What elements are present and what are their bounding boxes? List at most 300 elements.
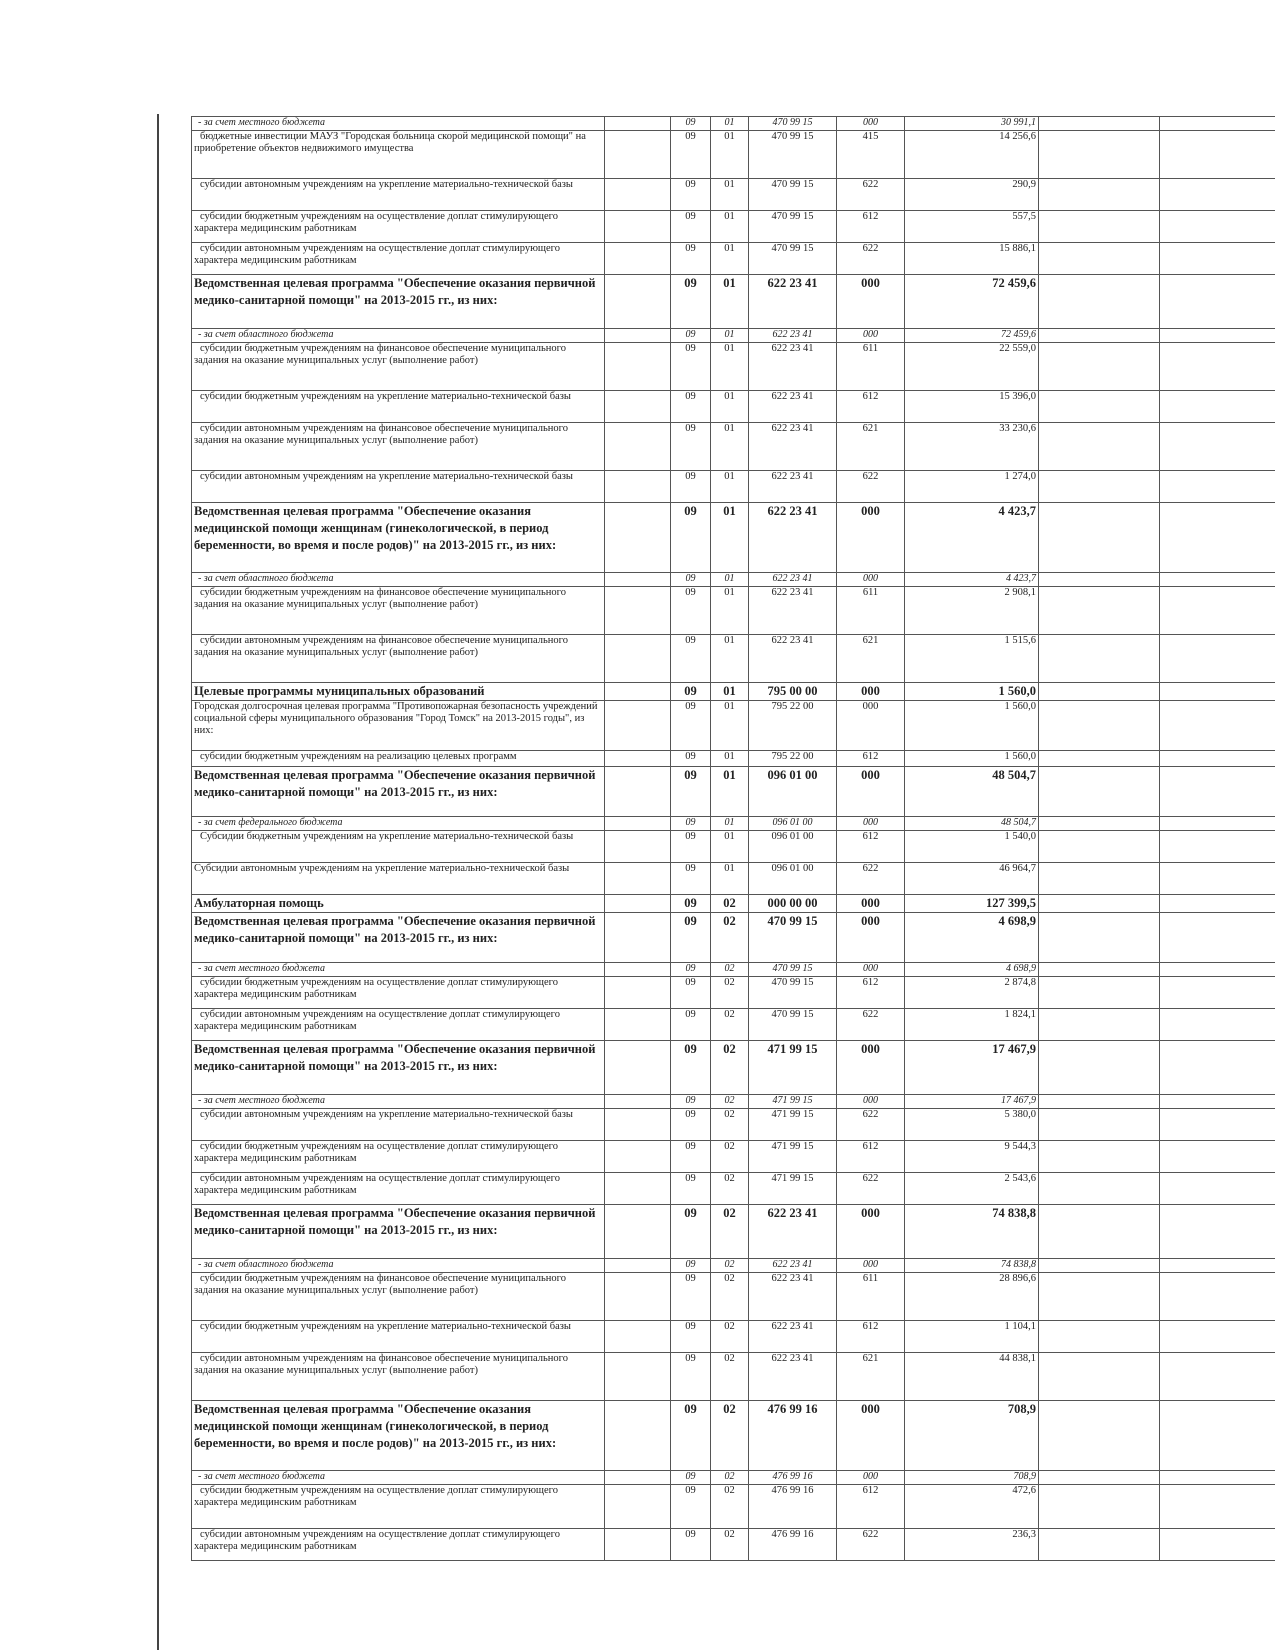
table-row: [192, 329, 1275, 343]
row-empty-cell: [605, 1041, 671, 1095]
table-row: [192, 211, 1275, 243]
row-name: - за счет местного бюджета: [192, 1095, 605, 1109]
row-name: Ведомственная целевая программа "Обеспечение оказания первичной медико-санитарной помощи" на 2013-2015 гг., из них:: [192, 1041, 605, 1095]
row-section-code: 09: [671, 863, 711, 895]
row-empty-cell: [1160, 587, 1275, 635]
row-name: субсидии автономным учреждениям на укрепление материально-технической базы: [192, 179, 605, 211]
row-name: субсидии бюджетным учреждениям на укрепление материально-технической базы: [192, 1321, 605, 1353]
row-target-article-code: 471 99 15: [749, 1141, 837, 1173]
row-subsection-code: 01: [711, 701, 749, 751]
row-subsection-code: 01: [711, 573, 749, 587]
row-empty-cell: [605, 767, 671, 817]
row-section-code: 09: [671, 977, 711, 1009]
row-amount: 9 544,3: [905, 1141, 1039, 1173]
row-empty-cell: [1039, 831, 1160, 863]
row-amount: 708,9: [905, 1471, 1039, 1485]
row-empty-cell: [1160, 1485, 1275, 1529]
row-expense-type-code: 622: [837, 471, 905, 503]
row-empty-cell: [1039, 863, 1160, 895]
row-empty-cell: [1160, 1109, 1275, 1141]
row-expense-type-code: 000: [837, 1095, 905, 1109]
row-empty-cell: [1039, 1205, 1160, 1259]
row-target-article-code: 622 23 41: [749, 635, 837, 683]
row-name: - за счет местного бюджета: [192, 117, 605, 131]
row-subsection-code: 02: [711, 1259, 749, 1273]
row-section-code: 09: [671, 895, 711, 913]
row-amount: 17 467,9: [905, 1041, 1039, 1095]
row-expense-type-code: 612: [837, 1485, 905, 1529]
row-name: - за счет областного бюджета: [192, 573, 605, 587]
row-amount: 28 896,6: [905, 1273, 1039, 1321]
row-target-article-code: 096 01 00: [749, 767, 837, 817]
row-empty-cell: [1039, 343, 1160, 391]
table-row: [192, 701, 1275, 751]
row-expense-type-code: 000: [837, 963, 905, 977]
row-section-code: 09: [671, 913, 711, 963]
row-empty-cell: [605, 329, 671, 343]
row-section-code: 09: [671, 573, 711, 587]
table-row: [192, 391, 1275, 423]
row-section-code: 09: [671, 1471, 711, 1485]
row-expense-type-code: 611: [837, 343, 905, 391]
row-expense-type-code: 622: [837, 1173, 905, 1205]
row-empty-cell: [605, 391, 671, 423]
row-section-code: 09: [671, 211, 711, 243]
row-empty-cell: [1160, 329, 1275, 343]
table-row: [192, 1095, 1275, 1109]
row-expense-type-code: 000: [837, 1259, 905, 1273]
row-expense-type-code: 000: [837, 767, 905, 817]
row-name: Субсидии бюджетным учреждениям на укрепление материально-технической базы: [192, 831, 605, 863]
row-empty-cell: [605, 1529, 671, 1561]
row-target-article-code: 622 23 41: [749, 471, 837, 503]
row-name: субсидии бюджетным учреждениям на осуществление доплат стимулирующего характера медицинским работникам: [192, 211, 605, 243]
row-empty-cell: [1039, 1353, 1160, 1401]
row-amount: 236,3: [905, 1529, 1039, 1561]
table-row: [192, 1259, 1275, 1273]
row-amount: 74 838,8: [905, 1205, 1039, 1259]
row-empty-cell: [1160, 683, 1275, 701]
row-empty-cell: [1160, 1529, 1275, 1561]
table-row: [192, 179, 1275, 211]
row-empty-cell: [605, 1205, 671, 1259]
table-row: [192, 1321, 1275, 1353]
row-expense-type-code: 000: [837, 1041, 905, 1095]
row-target-article-code: 470 99 15: [749, 963, 837, 977]
row-empty-cell: [605, 131, 671, 179]
row-empty-cell: [1039, 391, 1160, 423]
row-subsection-code: 01: [711, 587, 749, 635]
row-section-code: 09: [671, 1259, 711, 1273]
row-subsection-code: 01: [711, 471, 749, 503]
row-expense-type-code: 622: [837, 1529, 905, 1561]
row-subsection-code: 01: [711, 391, 749, 423]
row-subsection-code: 02: [711, 1273, 749, 1321]
row-subsection-code: 01: [711, 211, 749, 243]
row-expense-type-code: 612: [837, 211, 905, 243]
row-target-article-code: 622 23 41: [749, 1205, 837, 1259]
row-section-code: 09: [671, 831, 711, 863]
row-name: субсидии автономным учреждениям на осуществление доплат стимулирующего характера медицинским работникам: [192, 1173, 605, 1205]
row-empty-cell: [1039, 1485, 1160, 1529]
table-row: [192, 471, 1275, 503]
row-empty-cell: [605, 1173, 671, 1205]
row-section-code: 09: [671, 751, 711, 767]
row-subsection-code: 02: [711, 1471, 749, 1485]
row-subsection-code: 01: [711, 817, 749, 831]
row-empty-cell: [605, 423, 671, 471]
row-name: субсидии бюджетным учреждениям на реализацию целевых программ: [192, 751, 605, 767]
row-empty-cell: [605, 1109, 671, 1141]
row-expense-type-code: 000: [837, 117, 905, 131]
row-expense-type-code: 622: [837, 243, 905, 275]
row-subsection-code: 02: [711, 1485, 749, 1529]
row-target-article-code: 622 23 41: [749, 329, 837, 343]
row-section-code: 09: [671, 131, 711, 179]
row-empty-cell: [605, 1471, 671, 1485]
row-expense-type-code: 622: [837, 1009, 905, 1041]
row-name: Субсидии автономным учреждениям на укрепление материально-технической базы: [192, 863, 605, 895]
table-row: [192, 587, 1275, 635]
row-subsection-code: 02: [711, 1141, 749, 1173]
row-target-article-code: 476 99 16: [749, 1485, 837, 1529]
row-section-code: 09: [671, 243, 711, 275]
row-amount: 5 380,0: [905, 1109, 1039, 1141]
table-row: [192, 131, 1275, 179]
row-expense-type-code: 621: [837, 423, 905, 471]
table-row: [192, 1205, 1275, 1259]
row-target-article-code: 795 22 00: [749, 701, 837, 751]
row-section-code: 09: [671, 1529, 711, 1561]
row-empty-cell: [1039, 977, 1160, 1009]
row-section-code: 09: [671, 587, 711, 635]
row-name: субсидии бюджетным учреждениям на осуществление доплат стимулирующего характера медицинским работникам: [192, 977, 605, 1009]
row-empty-cell: [1039, 329, 1160, 343]
row-empty-cell: [1160, 471, 1275, 503]
row-expense-type-code: 415: [837, 131, 905, 179]
row-name: субсидии бюджетным учреждениям на укрепление материально-технической базы: [192, 391, 605, 423]
row-empty-cell: [605, 683, 671, 701]
row-empty-cell: [1160, 817, 1275, 831]
row-amount: 44 838,1: [905, 1353, 1039, 1401]
row-empty-cell: [605, 1095, 671, 1109]
row-empty-cell: [1160, 767, 1275, 817]
row-amount: 1 560,0: [905, 751, 1039, 767]
row-amount: 2 543,6: [905, 1173, 1039, 1205]
row-empty-cell: [1039, 1109, 1160, 1141]
row-empty-cell: [1160, 751, 1275, 767]
row-amount: 1 560,0: [905, 683, 1039, 701]
row-amount: 15 396,0: [905, 391, 1039, 423]
table-row: [192, 1009, 1275, 1041]
row-expense-type-code: 612: [837, 751, 905, 767]
table-row: [192, 767, 1275, 817]
row-target-article-code: 470 99 15: [749, 1009, 837, 1041]
row-empty-cell: [1039, 117, 1160, 131]
row-expense-type-code: 612: [837, 391, 905, 423]
row-empty-cell: [1039, 1009, 1160, 1041]
row-empty-cell: [605, 471, 671, 503]
row-section-code: 09: [671, 1353, 711, 1401]
row-name: субсидии бюджетным учреждениям на финансовое обеспечение муниципального задания на оказание муниципальных услуг (выполнение работ): [192, 1273, 605, 1321]
row-target-article-code: 795 00 00: [749, 683, 837, 701]
row-section-code: 09: [671, 117, 711, 131]
row-amount: 4 698,9: [905, 963, 1039, 977]
row-empty-cell: [1039, 243, 1160, 275]
row-empty-cell: [1160, 1259, 1275, 1273]
row-section-code: 09: [671, 503, 711, 573]
row-empty-cell: [605, 963, 671, 977]
row-empty-cell: [1039, 1259, 1160, 1273]
row-expense-type-code: 000: [837, 329, 905, 343]
row-expense-type-code: 612: [837, 1141, 905, 1173]
row-empty-cell: [605, 275, 671, 329]
row-empty-cell: [1160, 831, 1275, 863]
row-subsection-code: 01: [711, 635, 749, 683]
row-target-article-code: 622 23 41: [749, 1259, 837, 1273]
row-empty-cell: [605, 751, 671, 767]
row-amount: 14 256,6: [905, 131, 1039, 179]
row-empty-cell: [605, 503, 671, 573]
row-empty-cell: [1160, 1009, 1275, 1041]
row-subsection-code: 01: [711, 767, 749, 817]
row-empty-cell: [605, 1141, 671, 1173]
row-target-article-code: 622 23 41: [749, 391, 837, 423]
row-empty-cell: [1160, 1041, 1275, 1095]
row-empty-cell: [1160, 243, 1275, 275]
row-target-article-code: 471 99 15: [749, 1109, 837, 1141]
row-name: субсидии автономным учреждениям на финансовое обеспечение муниципального задания на оказание муниципальных услуг (выполнение работ): [192, 423, 605, 471]
row-empty-cell: [1160, 1141, 1275, 1173]
row-empty-cell: [605, 1485, 671, 1529]
table-row: [192, 1173, 1275, 1205]
row-subsection-code: 01: [711, 751, 749, 767]
row-amount: 33 230,6: [905, 423, 1039, 471]
row-subsection-code: 01: [711, 503, 749, 573]
row-target-article-code: 471 99 15: [749, 1041, 837, 1095]
row-section-code: 09: [671, 275, 711, 329]
row-empty-cell: [1039, 913, 1160, 963]
row-empty-cell: [1160, 635, 1275, 683]
row-amount: 2 908,1: [905, 587, 1039, 635]
row-target-article-code: 096 01 00: [749, 863, 837, 895]
row-empty-cell: [1039, 1401, 1160, 1471]
row-target-article-code: 622 23 41: [749, 1353, 837, 1401]
row-subsection-code: 02: [711, 963, 749, 977]
row-expense-type-code: 621: [837, 635, 905, 683]
row-section-code: 09: [671, 1485, 711, 1529]
row-name: субсидии бюджетным учреждениям на финансовое обеспечение муниципального задания на оказание муниципальных услуг (выполнение работ): [192, 587, 605, 635]
row-empty-cell: [605, 895, 671, 913]
row-empty-cell: [1160, 503, 1275, 573]
row-expense-type-code: 611: [837, 1273, 905, 1321]
row-section-code: 09: [671, 1205, 711, 1259]
row-name: субсидии бюджетным учреждениям на финансовое обеспечение муниципального задания на оказание муниципальных услуг (выполнение работ): [192, 343, 605, 391]
row-subsection-code: 01: [711, 329, 749, 343]
row-name: субсидии автономным учреждениям на укрепление материально-технической базы: [192, 1109, 605, 1141]
row-subsection-code: 02: [711, 1353, 749, 1401]
row-section-code: 09: [671, 817, 711, 831]
row-name: - за счет местного бюджета: [192, 1471, 605, 1485]
row-empty-cell: [1160, 863, 1275, 895]
row-section-code: 09: [671, 963, 711, 977]
row-empty-cell: [1160, 275, 1275, 329]
row-name: субсидии бюджетным учреждениям на осуществление доплат стимулирующего характера медицинским работникам: [192, 1141, 605, 1173]
row-expense-type-code: 000: [837, 817, 905, 831]
row-section-code: 09: [671, 635, 711, 683]
row-amount: 72 459,6: [905, 275, 1039, 329]
row-empty-cell: [1039, 179, 1160, 211]
table-row: [192, 963, 1275, 977]
table-row: [192, 831, 1275, 863]
row-amount: 4 698,9: [905, 913, 1039, 963]
row-amount: 46 964,7: [905, 863, 1039, 895]
row-empty-cell: [605, 1353, 671, 1401]
row-empty-cell: [1039, 767, 1160, 817]
row-expense-type-code: 621: [837, 1353, 905, 1401]
row-subsection-code: 01: [711, 343, 749, 391]
row-subsection-code: 02: [711, 913, 749, 963]
row-target-article-code: 470 99 15: [749, 977, 837, 1009]
row-section-code: 09: [671, 1273, 711, 1321]
row-empty-cell: [1039, 895, 1160, 913]
row-subsection-code: 01: [711, 243, 749, 275]
row-empty-cell: [605, 863, 671, 895]
row-name: - за счет федерального бюджета: [192, 817, 605, 831]
row-subsection-code: 01: [711, 275, 749, 329]
row-target-article-code: 471 99 15: [749, 1173, 837, 1205]
table-row: [192, 573, 1275, 587]
row-name: субсидии автономным учреждениям на укрепление материально-технической базы: [192, 471, 605, 503]
row-empty-cell: [605, 1401, 671, 1471]
row-empty-cell: [1039, 1141, 1160, 1173]
row-empty-cell: [1160, 1401, 1275, 1471]
row-expense-type-code: 000: [837, 1205, 905, 1259]
row-section-code: 09: [671, 1321, 711, 1353]
row-name: Амбулаторная помощь: [192, 895, 605, 913]
row-section-code: 09: [671, 1173, 711, 1205]
row-empty-cell: [605, 211, 671, 243]
row-target-article-code: 622 23 41: [749, 423, 837, 471]
row-expense-type-code: 622: [837, 863, 905, 895]
row-empty-cell: [1039, 1529, 1160, 1561]
row-empty-cell: [1039, 817, 1160, 831]
row-amount: 22 559,0: [905, 343, 1039, 391]
row-empty-cell: [1160, 895, 1275, 913]
row-empty-cell: [605, 913, 671, 963]
row-empty-cell: [1160, 1095, 1275, 1109]
row-amount: 17 467,9: [905, 1095, 1039, 1109]
row-amount: 4 423,7: [905, 503, 1039, 573]
row-amount: 1 540,0: [905, 831, 1039, 863]
table-row: [192, 751, 1275, 767]
table-row: [192, 977, 1275, 1009]
row-empty-cell: [605, 117, 671, 131]
row-section-code: 09: [671, 471, 711, 503]
row-amount: 1 515,6: [905, 635, 1039, 683]
row-amount: 15 886,1: [905, 243, 1039, 275]
table-row: [192, 1401, 1275, 1471]
row-empty-cell: [1039, 635, 1160, 683]
row-empty-cell: [1160, 1321, 1275, 1353]
row-subsection-code: 01: [711, 683, 749, 701]
row-expense-type-code: 000: [837, 275, 905, 329]
row-target-article-code: 470 99 15: [749, 243, 837, 275]
row-section-code: 09: [671, 767, 711, 817]
row-expense-type-code: 612: [837, 831, 905, 863]
row-amount: 708,9: [905, 1401, 1039, 1471]
row-empty-cell: [1160, 1353, 1275, 1401]
row-empty-cell: [1160, 423, 1275, 471]
table-row: [192, 1273, 1275, 1321]
row-amount: 472,6: [905, 1485, 1039, 1529]
row-empty-cell: [605, 701, 671, 751]
row-subsection-code: 01: [711, 117, 749, 131]
row-name: субсидии автономным учреждениям на осуществление доплат стимулирующего характера медицинским работникам: [192, 1529, 605, 1561]
row-empty-cell: [1039, 751, 1160, 767]
table-row: [192, 913, 1275, 963]
document-page: [157, 114, 1275, 1650]
row-target-article-code: 622 23 41: [749, 587, 837, 635]
row-subsection-code: 02: [711, 977, 749, 1009]
table-row: [192, 863, 1275, 895]
row-target-article-code: 622 23 41: [749, 343, 837, 391]
table-row: [192, 1109, 1275, 1141]
row-name: Городская долгосрочная целевая программа "Противопожарная безопасность учреждений социальной сферы муниципального образования "Город Томск" на 2013-2015 годы", из них:: [192, 701, 605, 751]
table-row: [192, 817, 1275, 831]
row-target-article-code: 476 99 16: [749, 1529, 837, 1561]
row-name: - за счет областного бюджета: [192, 1259, 605, 1273]
row-name: Целевые программы муниципальных образований: [192, 683, 605, 701]
row-expense-type-code: 000: [837, 573, 905, 587]
table-row: [192, 343, 1275, 391]
row-target-article-code: 622 23 41: [749, 275, 837, 329]
row-subsection-code: 02: [711, 1529, 749, 1561]
row-name: субсидии бюджетным учреждениям на осуществление доплат стимулирующего характера медицинским работникам: [192, 1485, 605, 1529]
row-target-article-code: 476 99 16: [749, 1471, 837, 1485]
row-expense-type-code: 000: [837, 503, 905, 573]
row-amount: 1 104,1: [905, 1321, 1039, 1353]
row-section-code: 09: [671, 1401, 711, 1471]
table-row: [192, 1471, 1275, 1485]
row-empty-cell: [1039, 211, 1160, 243]
row-empty-cell: [605, 343, 671, 391]
row-target-article-code: 470 99 15: [749, 131, 837, 179]
row-expense-type-code: 000: [837, 683, 905, 701]
row-empty-cell: [1160, 391, 1275, 423]
row-amount: 1 560,0: [905, 701, 1039, 751]
table-row: [192, 243, 1275, 275]
row-empty-cell: [605, 1259, 671, 1273]
row-section-code: 09: [671, 391, 711, 423]
row-section-code: 09: [671, 329, 711, 343]
row-amount: 48 504,7: [905, 817, 1039, 831]
row-subsection-code: 01: [711, 423, 749, 471]
row-empty-cell: [605, 243, 671, 275]
row-empty-cell: [605, 1321, 671, 1353]
row-name: Ведомственная целевая программа "Обеспечение оказания медицинской помощи женщинам (гинекологической, в период беременности, во время и после родов)" на 2013-2015 гг., из них:: [192, 1401, 605, 1471]
row-empty-cell: [1039, 423, 1160, 471]
row-empty-cell: [1039, 503, 1160, 573]
row-section-code: 09: [671, 343, 711, 391]
table-row: [192, 117, 1275, 131]
row-amount: 127 399,5: [905, 895, 1039, 913]
row-empty-cell: [1160, 211, 1275, 243]
row-expense-type-code: 000: [837, 701, 905, 751]
row-subsection-code: 01: [711, 131, 749, 179]
row-empty-cell: [1039, 701, 1160, 751]
row-target-article-code: 622 23 41: [749, 1273, 837, 1321]
